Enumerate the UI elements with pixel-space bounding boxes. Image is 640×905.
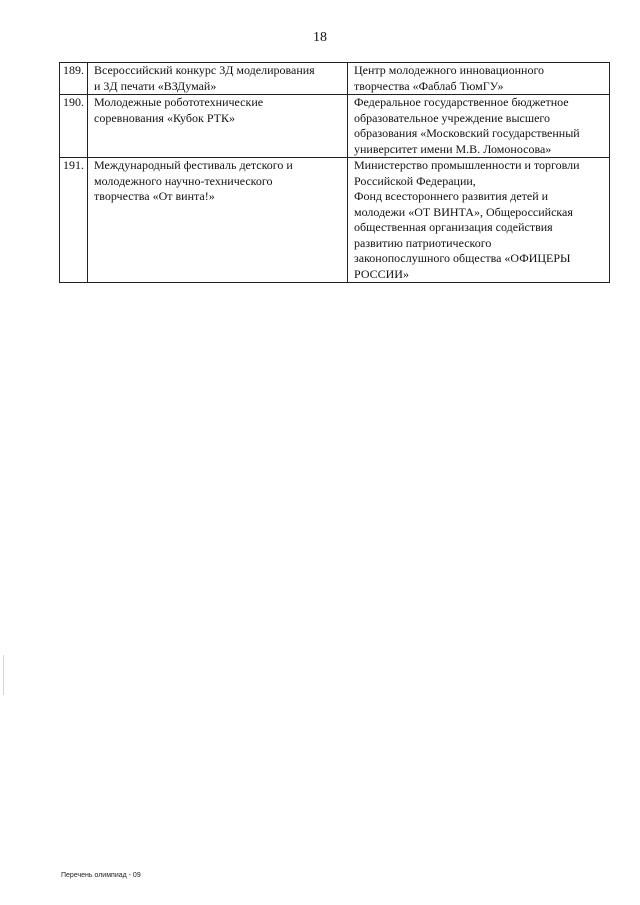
organizer-line: общественная организация содействия xyxy=(354,220,553,234)
row-number: 189. xyxy=(60,63,88,95)
event-name-line: Молодежные робототехнические xyxy=(94,95,264,109)
organizer-cell xyxy=(348,158,610,283)
organizer-line: молодежи «ОТ ВИНТА», Общероссийская xyxy=(354,204,573,219)
organizer-line: образования «Московский государственный xyxy=(354,126,580,140)
event-name-line: и 3Д печати «ВЗДумай» xyxy=(94,78,217,93)
organizer-line: РОССИИ» xyxy=(354,266,409,281)
event-name-line: Всероссийский конкурс 3Д моделирования xyxy=(94,63,315,77)
table-row xyxy=(60,63,610,95)
organizer-line: развитию патриотического xyxy=(354,235,492,250)
event-name-line: соревнования «Кубок РТК» xyxy=(94,110,235,125)
organizer-line: творчества «Фаблаб ТюмГУ» xyxy=(354,78,504,93)
event-name-cell xyxy=(88,63,348,95)
organizer-line: Федеральное государственное бюджетное xyxy=(354,95,569,109)
organizer-cell xyxy=(348,63,610,95)
page-number: 18 xyxy=(313,30,327,45)
organizer-line: университет имени М.В. Ломоносова» xyxy=(354,141,552,156)
organizer-line: Министерство промышленности и торговли xyxy=(354,158,580,172)
event-name-line: Международный фестиваль детского и xyxy=(94,158,293,172)
organizer-line: Фонд всестороннего развития детей и xyxy=(354,189,549,203)
table-row xyxy=(60,158,610,283)
olympiad-table-wrapper xyxy=(59,62,610,283)
table-row xyxy=(60,95,610,158)
organizer-cell xyxy=(348,95,610,158)
document-footer: Перечень олимпиад - 09 xyxy=(61,872,141,879)
event-name-line: молодежного научно-технического xyxy=(94,173,273,188)
organizer-line: Центр молодежного инновационного xyxy=(354,63,545,77)
olympiad-table xyxy=(59,62,610,283)
event-name-cell xyxy=(88,158,348,283)
organizer-line: образовательное учреждение высшего xyxy=(354,110,551,125)
event-name-line: творчества «От винта!» xyxy=(94,189,215,203)
organizer-line: Российской Федерации, xyxy=(354,173,476,188)
row-number: 190. xyxy=(60,95,88,158)
event-name-cell xyxy=(88,95,348,158)
organizer-line: законопослушного общества «ОФИЦЕРЫ xyxy=(354,251,571,265)
row-number: 191. xyxy=(60,158,88,283)
scan-edge-mark xyxy=(3,655,4,695)
